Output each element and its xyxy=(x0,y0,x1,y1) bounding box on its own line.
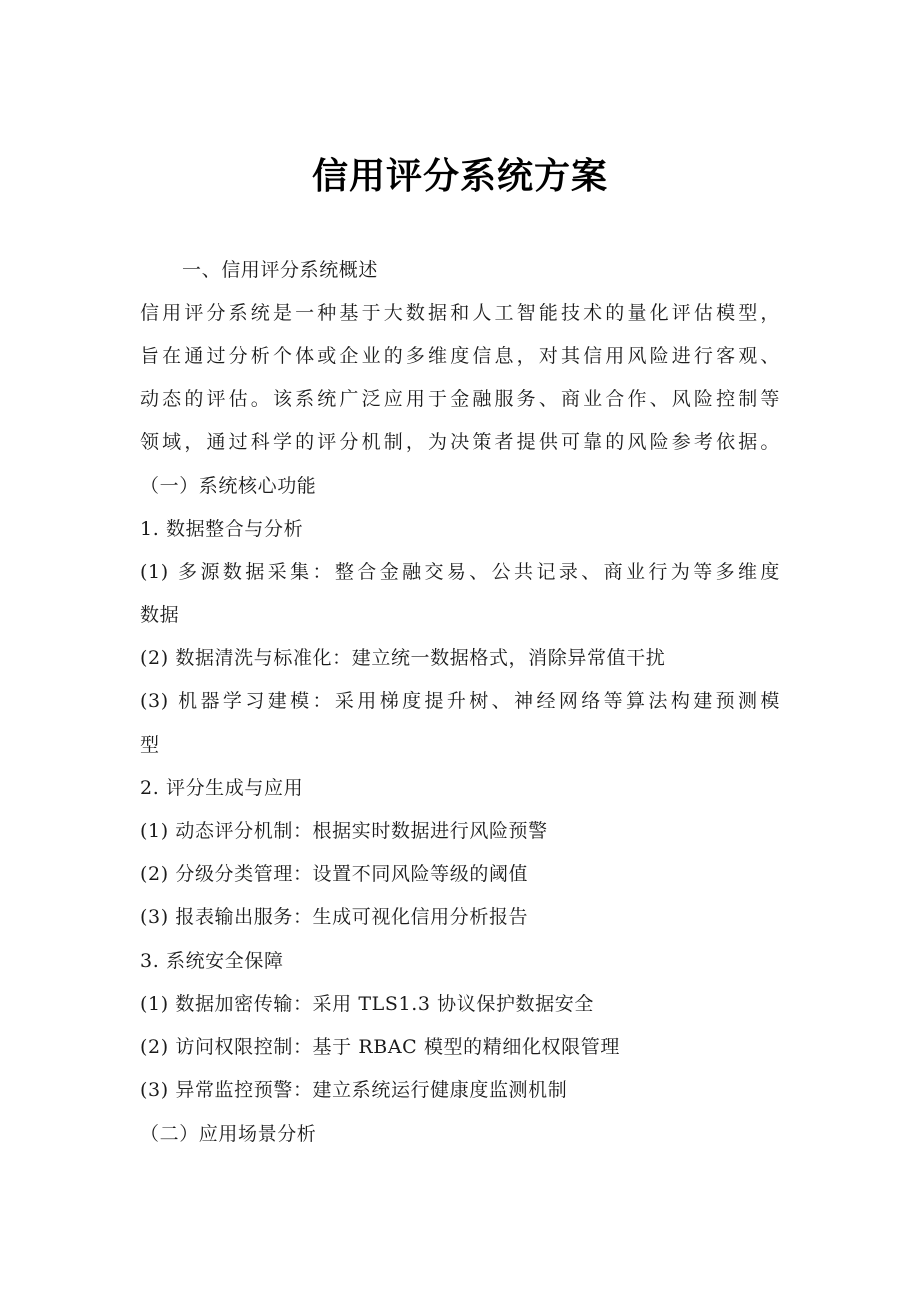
paragraph-line: 旨在通过分析个体或企业的多维度信息，对其信用风险进行客观、 xyxy=(140,345,780,367)
subsection-heading: （一）系统核心功能 xyxy=(140,475,317,497)
subsection-heading: （二）应用场景分析 xyxy=(140,1123,317,1145)
list-item: (1) 多源数据采集：整合金融交易、公共记录、商业行为等多维度 xyxy=(140,561,780,583)
list-item-continuation: 数据 xyxy=(140,604,180,626)
list-item: (1) 数据加密传输：采用 TLS1.3 协议保护数据安全 xyxy=(140,993,594,1015)
section-heading: 一、信用评分系统概述 xyxy=(182,259,379,281)
list-item: (1) 动态评分机制：根据实时数据进行风险预警 xyxy=(140,820,548,842)
list-item: (2) 分级分类管理：设置不同风险等级的阈值 xyxy=(140,863,529,885)
list-item: (2) 访问权限控制：基于 RBAC 模型的精细化权限管理 xyxy=(140,1036,620,1058)
list-item: (3) 机器学习建模：采用梯度提升树、神经网络等算法构建预测模 xyxy=(140,690,780,712)
group-heading: 3. 系统安全保障 xyxy=(140,950,284,972)
list-item: (3) 异常监控预警：建立系统运行健康度监测机制 xyxy=(140,1079,568,1101)
group-heading: 1. 数据整合与分析 xyxy=(140,518,304,540)
paragraph-line: 信用评分系统是一种基于大数据和人工智能技术的量化评估模型， xyxy=(140,302,780,324)
list-item-continuation: 型 xyxy=(140,734,160,756)
document-title: 信用评分系统方案 xyxy=(311,156,608,197)
group-heading: 2. 评分生成与应用 xyxy=(140,777,304,799)
paragraph-line: 动态的评估。该系统广泛应用于金融服务、商业合作、风险控制等 xyxy=(140,388,780,410)
list-item: (2) 数据清洗与标准化：建立统一数据格式，消除异常值干扰 xyxy=(140,647,666,669)
paragraph-line: 领域，通过科学的评分机制，为决策者提供可靠的风险参考依据。 xyxy=(140,431,780,453)
list-item: (3) 报表输出服务：生成可视化信用分析报告 xyxy=(140,906,529,928)
